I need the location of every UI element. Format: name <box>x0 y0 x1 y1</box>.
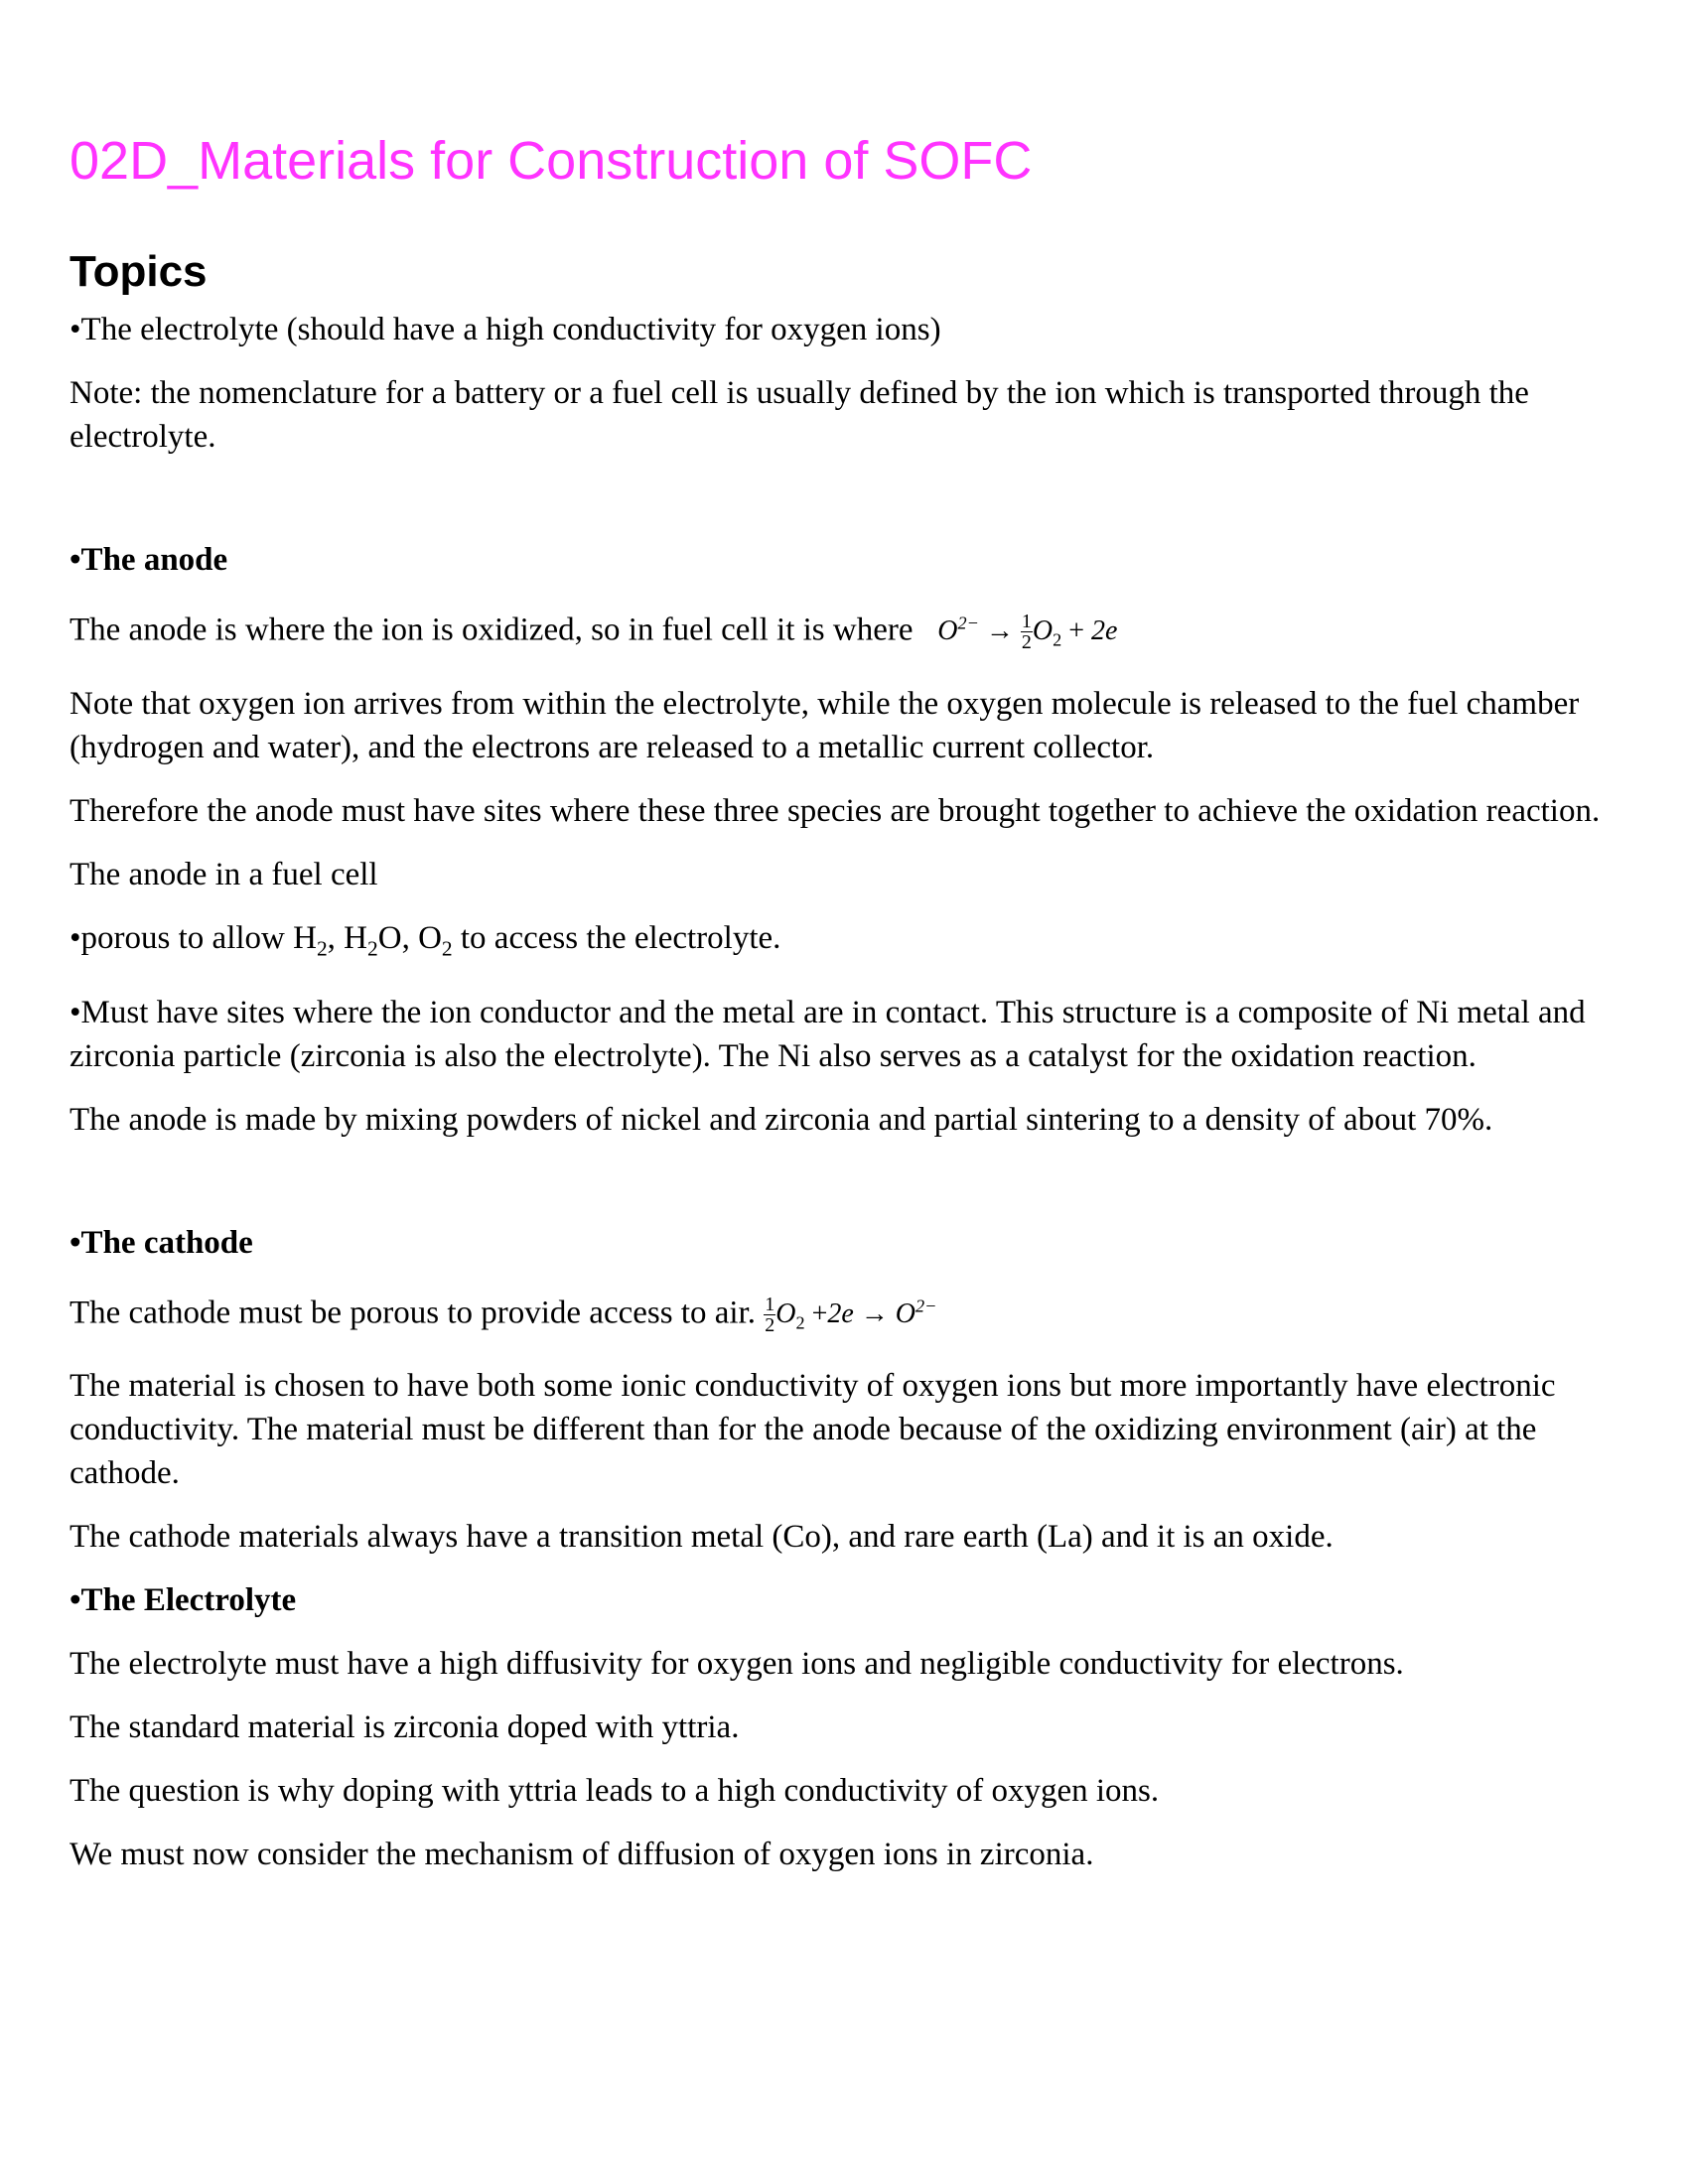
anode-intro-paragraph <box>70 602 1628 662</box>
eq-fraction <box>1021 612 1033 652</box>
eq-frac-den: 2 <box>1021 631 1032 654</box>
eq-o2-sub: 2 <box>1053 629 1062 650</box>
eq-arrow: → <box>985 615 1014 647</box>
electrolyte-diffusivity: The electrolyte must have a high diffusivity for oxygen ions and negligible conductivity for electrons. <box>70 1646 1404 1683</box>
cathode-material: The material is chosen to have both some ionic conductivity of oxygen ions but more importantly have electronic conductivity. The material must be different than for the anode because of the oxidizing environment (air) at the cathode. <box>70 1368 1556 1492</box>
document-page <box>70 129 1628 1896</box>
topics-note: Note: the nomenclature for a battery or a fuel cell is usually defined by the ion which is transported through the electrolyte. <box>70 375 1529 455</box>
eq-plus: + <box>811 1297 828 1329</box>
anode-heading: •The anode <box>70 542 228 578</box>
spacer <box>70 478 1628 538</box>
anode-in-fuel-cell: The anode in a fuel cell <box>70 856 378 892</box>
anode-made-by: The anode is made by mixing powders of nickel and zirconia and partial sintering to a density of about 70%. <box>70 1101 1493 1138</box>
cathode-intro-text: The cathode must be porous to provide access to air. <box>70 1294 756 1330</box>
eq-arrow: → <box>860 1297 889 1329</box>
eq-lhs-sup: 2− <box>957 614 979 633</box>
cathode-intro-paragraph <box>70 1285 1628 1345</box>
eq-lhs: O <box>937 615 958 647</box>
page-title: 02D_Materials for Construction of SOFC <box>70 131 1033 191</box>
cathode-equation <box>764 1293 937 1336</box>
anode-note: Note that oxygen ion arrives from within the electrolyte, while the oxygen molecule is released to the fuel chamber (hydrogen and water), and the electrons are released to a metallic current collector. <box>70 685 1580 765</box>
eq-fraction <box>764 1295 775 1335</box>
eq-o2-sub: 2 <box>795 1312 805 1333</box>
eq-frac-num: 1 <box>1021 611 1032 633</box>
porous-sub-1: 2 <box>316 936 328 961</box>
anode-porous-bullet <box>70 916 1628 971</box>
porous-sub-3: 2 <box>441 936 453 961</box>
eq-frac-num: 1 <box>765 1293 775 1315</box>
porous-sub-2: 2 <box>367 936 378 961</box>
electrolyte-standard: The standard material is zirconia doped with yttria. <box>70 1709 740 1746</box>
porous-text-3: O, O <box>377 919 442 956</box>
electrolyte-question: The question is why doping with yttria leads to a high conductivity of oxygen ions. <box>70 1773 1160 1810</box>
topics-heading: Topics <box>70 247 208 296</box>
porous-text-1: •porous to allow H <box>70 919 317 956</box>
eq-rhs: O <box>895 1297 916 1329</box>
topics-electrolyte-bullet: •The electrolyte (should have a high conductivity for oxygen ions) <box>70 312 941 347</box>
spacer <box>70 1161 1628 1221</box>
anode-equation <box>937 611 1118 654</box>
eq-frac-den: 2 <box>765 1313 775 1336</box>
eq-electrons: 2e <box>1091 615 1118 647</box>
anode-therefore: Therefore the anode must have sites where these three species are brought together to achieve the oxidation reaction. <box>70 792 1601 829</box>
anode-sites-bullet: •Must have sites where the ion conductor and the metal are in contact. This structure is a composite of Ni metal and zirconia particle (zirconia is also the electrolyte). The Ni also serves as a catalyst for the oxidation reaction. <box>70 994 1586 1074</box>
porous-text-4: to access the electrolyte. <box>452 919 781 956</box>
electrolyte-heading: •The Electrolyte <box>70 1582 297 1619</box>
eq-electrons: 2e <box>827 1297 854 1329</box>
cathode-heading: •The cathode <box>70 1224 253 1261</box>
eq-plus: + <box>1068 615 1084 647</box>
eq-o2: O <box>1032 615 1054 647</box>
eq-rhs-sup: 2− <box>915 1296 937 1316</box>
porous-text-2: , H <box>327 919 368 956</box>
eq-o2: O <box>775 1297 796 1329</box>
cathode-transition: The cathode materials always have a transition metal (Co), and rare earth (La) and it is an oxide. <box>70 1519 1334 1556</box>
anode-intro-text: The anode is where the ion is oxidized, so in fuel cell it is where <box>70 612 914 648</box>
electrolyte-mechanism: We must now consider the mechanism of diffusion of oxygen ions in zirconia. <box>70 1837 1094 1873</box>
